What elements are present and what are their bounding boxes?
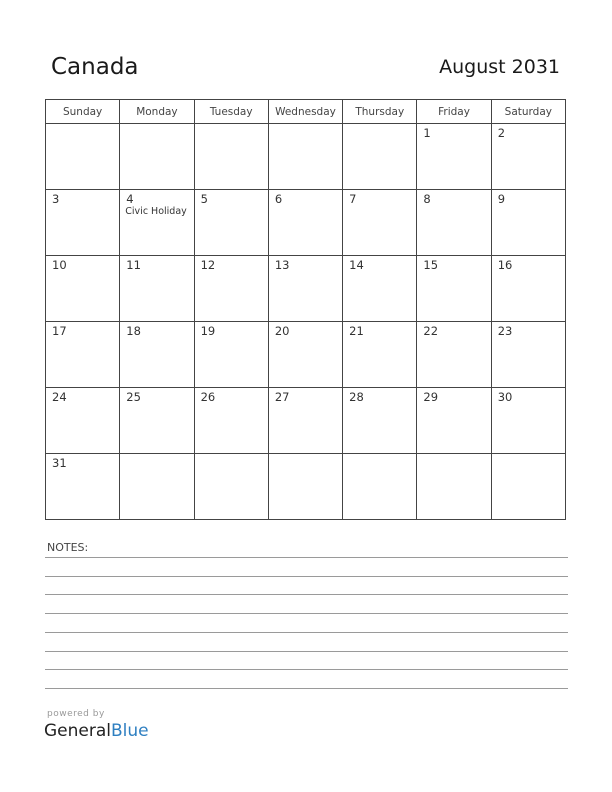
calendar-day-cell — [268, 124, 342, 190]
calendar-grid — [45, 99, 566, 520]
weekday-header: Sunday — [46, 100, 120, 124]
day-number: 1 — [423, 126, 431, 140]
day-number — [492, 454, 565, 457]
calendar-day-cell — [120, 124, 194, 190]
day-number: 27 — [274, 390, 290, 404]
day-number: 21 — [349, 324, 364, 338]
powered-by-text: powered by — [47, 709, 105, 719]
calendar-day-cell — [268, 256, 342, 322]
day-number: 13 — [274, 258, 290, 272]
day-number: 19 — [200, 324, 216, 338]
day-number: 5 — [200, 192, 208, 206]
weekday-header: Monday — [120, 100, 194, 124]
day-number: 17 — [52, 324, 67, 338]
calendar-day-cell — [491, 124, 565, 190]
calendar-day-cell — [194, 124, 268, 190]
note-line — [45, 632, 568, 633]
day-number: 16 — [497, 258, 513, 272]
calendar-day-cell — [46, 190, 120, 256]
note-line — [45, 688, 568, 689]
note-line — [45, 613, 568, 614]
day-number: 26 — [200, 390, 216, 404]
note-line — [45, 669, 568, 670]
day-number: 15 — [423, 258, 439, 272]
calendar-week-row — [46, 388, 566, 454]
brand-logo-part2: Blue — [111, 721, 149, 741]
calendar-day-cell — [417, 454, 491, 520]
calendar-week-row — [46, 190, 566, 256]
calendar-day-cell — [268, 322, 342, 388]
weekday-header: Tuesday — [194, 100, 268, 124]
day-number: 11 — [126, 258, 141, 272]
calendar-day-cell — [417, 190, 491, 256]
day-number: 7 — [349, 192, 357, 206]
calendar-day-cell — [46, 322, 120, 388]
weekday-header: Thursday — [343, 100, 417, 124]
note-line — [45, 576, 568, 577]
calendar-day-cell — [46, 388, 120, 454]
calendar-day-cell — [194, 190, 268, 256]
calendar-day-cell — [343, 124, 417, 190]
notes-label: NOTES: — [47, 541, 89, 554]
calendar-week-row — [46, 322, 566, 388]
calendar-day-cell — [194, 388, 268, 454]
weekday-header: Saturday — [491, 100, 565, 124]
calendar-day-cell — [343, 256, 417, 322]
note-line — [45, 594, 568, 595]
calendar-day-cell — [491, 322, 565, 388]
day-number: 22 — [423, 324, 439, 338]
day-number: 18 — [126, 324, 141, 338]
calendar-day-cell — [46, 256, 120, 322]
day-number: 14 — [349, 258, 364, 272]
calendar-day-cell — [343, 454, 417, 520]
calendar-day-cell — [417, 388, 491, 454]
calendar-day-cell — [194, 256, 268, 322]
calendar-day-cell — [268, 454, 342, 520]
holiday-label: Civic Holiday — [125, 206, 187, 217]
day-number: 4 — [126, 192, 134, 206]
day-number — [195, 454, 268, 457]
day-number: 2 — [497, 126, 506, 140]
day-number — [269, 124, 342, 127]
calendar-day-cell — [120, 256, 194, 322]
weekday-header: Wednesday — [268, 100, 342, 124]
day-number: 6 — [274, 192, 283, 206]
calendar-day-cell — [120, 388, 194, 454]
calendar-day-cell — [120, 322, 194, 388]
calendar-day-cell — [194, 454, 268, 520]
calendar-day-cell — [417, 124, 491, 190]
day-number: 28 — [349, 390, 364, 404]
day-number — [120, 124, 193, 127]
calendar-day-cell — [194, 322, 268, 388]
day-number: 3 — [52, 192, 60, 206]
day-number: 31 — [52, 456, 67, 470]
day-number — [195, 124, 268, 127]
day-number: 25 — [126, 390, 141, 404]
brand-logo — [44, 721, 149, 741]
weekday-header-row — [46, 100, 566, 124]
calendar-week-row — [46, 124, 566, 190]
calendar-day-cell — [491, 388, 565, 454]
calendar-day-cell — [268, 388, 342, 454]
day-number: 9 — [497, 192, 506, 206]
calendar-week-row — [46, 256, 566, 322]
calendar-day-cell — [120, 454, 194, 520]
day-number: 12 — [200, 258, 216, 272]
calendar-day-cell — [343, 190, 417, 256]
calendar-week-row — [46, 454, 566, 520]
day-number — [269, 454, 342, 457]
day-number: 24 — [52, 390, 67, 404]
calendar-day-cell — [417, 322, 491, 388]
day-number: 30 — [497, 390, 513, 404]
calendar-month-title: August 2031 — [439, 56, 560, 78]
day-number: 23 — [497, 324, 513, 338]
calendar-day-cell — [268, 190, 342, 256]
calendar-day-cell — [491, 190, 565, 256]
day-number — [46, 124, 119, 127]
calendar-day-cell — [491, 256, 565, 322]
day-number: 20 — [274, 324, 290, 338]
calendar-day-cell — [46, 124, 120, 190]
day-number — [343, 124, 416, 127]
calendar-day-cell — [343, 388, 417, 454]
day-number — [417, 454, 490, 457]
weekday-header: Friday — [417, 100, 491, 124]
calendar-day-cell — [46, 454, 120, 520]
day-number: 10 — [52, 258, 67, 272]
day-number — [120, 454, 193, 457]
calendar-day-cell — [491, 454, 565, 520]
note-line — [45, 651, 568, 652]
calendar-day-cell — [120, 190, 194, 256]
calendar-country-title: Canada — [51, 54, 139, 80]
brand-logo-part1: General — [44, 721, 111, 741]
day-number — [343, 454, 416, 457]
note-line — [45, 557, 568, 558]
day-number: 8 — [423, 192, 431, 206]
calendar-day-cell — [343, 322, 417, 388]
calendar-day-cell — [417, 256, 491, 322]
day-number: 29 — [423, 390, 439, 404]
